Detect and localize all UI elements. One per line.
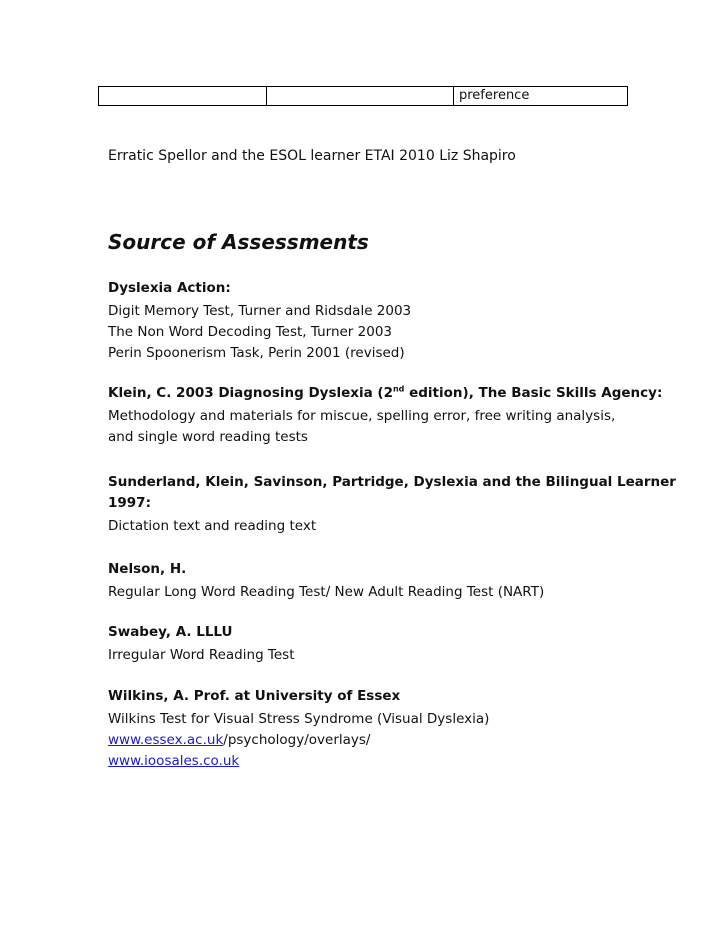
essex-link[interactable]: www.essex.ac.uk <box>108 732 224 748</box>
source-line <box>108 730 708 751</box>
heading-part: edition), The Basic Skills Agency: <box>404 385 663 401</box>
source-block-wilkins <box>108 686 708 772</box>
source-line: Regular Long Word Reading Test/ New Adult Reading Test (NART) <box>108 584 545 600</box>
source-line: Methodology and materials for miscue, spelling error, free writing analysis, <box>108 408 616 424</box>
source-heading <box>108 472 708 514</box>
source-line: The Non Word Decoding Test, Turner 2003 <box>108 324 393 340</box>
table-cell <box>267 87 454 106</box>
source-description <box>108 301 708 364</box>
source-heading: Wilkins, A. Prof. at University of Essex <box>108 688 401 704</box>
source-heading: Swabey, A. LLLU <box>108 624 233 640</box>
source-line: Dictation text and reading text <box>108 518 317 534</box>
section-title: Source of Assessments <box>108 230 369 254</box>
source-block-swabey <box>108 622 708 666</box>
source-description <box>108 516 708 537</box>
source-description <box>108 645 708 666</box>
ordinal-superscript: nd <box>392 384 405 394</box>
source-block-klein <box>108 383 708 448</box>
source-line: Wilkins Test for Visual Stress Syndrome (Visual Dyslexia) <box>108 711 490 727</box>
source-line: Perin Spoonerism Task, Perin 2001 (revised) <box>108 345 405 361</box>
source-line <box>108 751 708 772</box>
running-header: Erratic Spellor and the ESOL learner ETAI 2010 Liz Shapiro <box>108 148 516 164</box>
top-table-fragment <box>98 86 628 106</box>
source-block-dyslexia-action <box>108 278 708 364</box>
table-cell: preference <box>454 87 628 106</box>
ioosales-link[interactable]: www.ioosales.co.uk <box>108 753 240 769</box>
heading-line: 1997: <box>108 495 151 511</box>
source-heading: Dyslexia Action: <box>108 280 231 296</box>
table-cell <box>99 87 267 106</box>
source-line: Digit Memory Test, Turner and Ridsdale 2003 <box>108 303 412 319</box>
source-block-sunderland <box>108 472 708 537</box>
source-heading <box>108 383 708 404</box>
heading-line: Sunderland, Klein, Savinson, Partridge, Dyslexia and the Bilingual Learner <box>108 474 676 490</box>
source-description <box>108 582 708 603</box>
source-description <box>108 406 708 448</box>
source-block-nelson <box>108 559 708 603</box>
source-line: Irregular Word Reading Test <box>108 647 295 663</box>
link-path-text: /psychology/overlays/ <box>223 732 371 748</box>
table-row <box>99 87 628 106</box>
source-description <box>108 709 708 772</box>
source-line: and single word reading tests <box>108 429 308 445</box>
heading-part: Klein, C. 2003 Diagnosing Dyslexia (2 <box>108 385 393 401</box>
source-heading: Nelson, H. <box>108 561 187 577</box>
